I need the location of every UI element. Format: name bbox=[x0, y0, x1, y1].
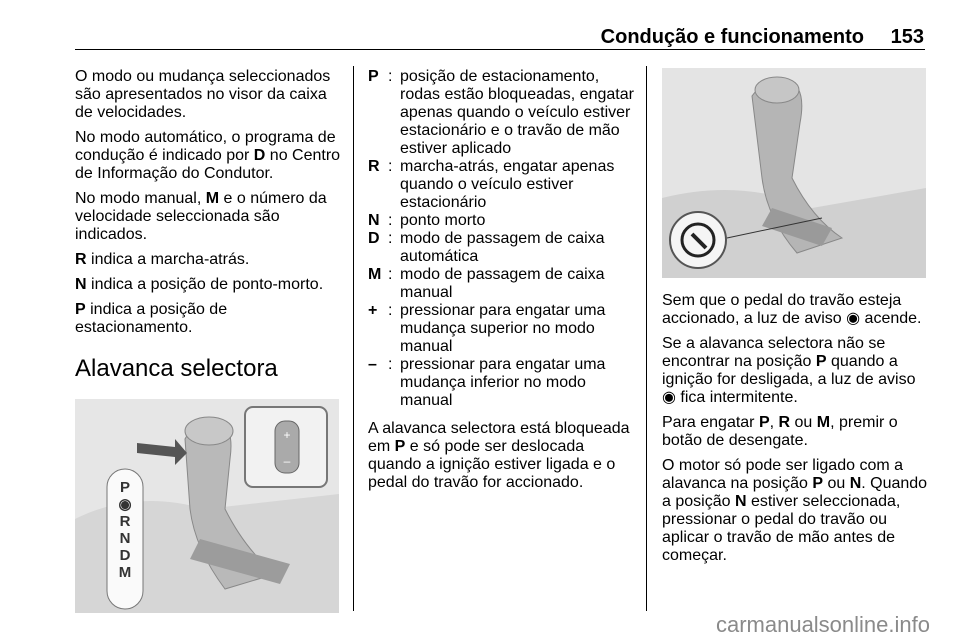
gear-letter: N bbox=[119, 530, 131, 547]
column-divider bbox=[646, 66, 647, 611]
paragraph: O motor só pode ser ligado com a alavanca na posição P ou N. Quando a posição N estiver seleccionada, pressionar o pedal do travão ou aplicar o travão de mão antes de começar. bbox=[662, 457, 928, 564]
paragraph: N indica a posição de ponto-morto. bbox=[75, 276, 324, 293]
definition-item: M : modo de passagem de caixa manual bbox=[368, 266, 605, 301]
paragraph: Sem que o pedal do travão esteja accionado, a luz de aviso ◉ acende. bbox=[662, 292, 922, 327]
paragraph: No modo manual, M e o número da velocidade seleccionada são indicados. bbox=[75, 190, 327, 243]
brake-warning-icon: ◉ bbox=[846, 310, 861, 327]
column-left bbox=[75, 68, 343, 613]
header-rule bbox=[75, 49, 925, 50]
brake-warning-icon: ◉ bbox=[118, 496, 132, 513]
column-middle bbox=[368, 68, 634, 499]
definition-item: P : posição de estacionamento, rodas estão bloqueadas, engatar apenas quando o veículo estiver estacionário e o travão de mão estiver aplicado bbox=[368, 68, 634, 157]
brake-warning-icon: ◉ bbox=[662, 389, 676, 406]
column-right bbox=[662, 68, 928, 572]
page-header bbox=[0, 0, 960, 52]
gear-selector-illustration bbox=[75, 399, 339, 613]
paragraph: O modo ou mudança seleccionados são apresentados no visor da caixa de velocidades. bbox=[75, 68, 331, 121]
column-divider bbox=[353, 66, 354, 611]
gear-letter-strip bbox=[107, 479, 143, 581]
paragraph: Para engatar P, R ou M, premir o botão de desengate. bbox=[662, 414, 898, 449]
gear-letter: D bbox=[119, 547, 131, 564]
paragraph: A alavanca selectora está bloqueada em P e só pode ser deslocada quando a ignição estiver ligada e o pedal do travão for accionado. bbox=[368, 420, 630, 491]
lever-closeup-drawing bbox=[662, 68, 926, 278]
paragraph: R indica a marcha-atrás. bbox=[75, 251, 250, 268]
brake-lever-illustration bbox=[662, 68, 926, 278]
paragraph: No modo automático, o programa de condução é indicado por D no Centro de Informação do Condutor. bbox=[75, 129, 341, 182]
section-title: Condução e funcionamento bbox=[600, 26, 864, 48]
section-heading: Alavanca selectora bbox=[75, 355, 278, 382]
definition-item: R : marcha-atrás, engatar apenas quando o veículo estiver estacionário bbox=[368, 158, 615, 211]
definition-item: – : pressionar para engatar uma mudança inferior no modo manual bbox=[368, 356, 606, 409]
gear-letter: M bbox=[118, 564, 132, 581]
definition-item: D : modo de passagem de caixa automática bbox=[368, 230, 605, 265]
definition-item: + : pressionar para engatar uma mudança superior no modo manual bbox=[368, 302, 606, 355]
watermark: carmanualsonline.info bbox=[715, 612, 930, 637]
svg-text:+: + bbox=[283, 428, 291, 442]
svg-text:–: – bbox=[283, 454, 291, 468]
page-number: 153 bbox=[890, 26, 924, 48]
definition-item: N : ponto morto bbox=[368, 212, 486, 229]
paragraph: P indica a posição de estacionamento. bbox=[75, 301, 228, 336]
gear-definition-list bbox=[368, 68, 634, 410]
paragraph: Se a alavanca selectora não se encontrar na posição P quando a ignição for desligada, a luz de aviso ◉ fica intermitente. bbox=[662, 335, 916, 406]
gear-letter: P bbox=[119, 479, 130, 496]
gear-letter: R bbox=[119, 513, 131, 530]
